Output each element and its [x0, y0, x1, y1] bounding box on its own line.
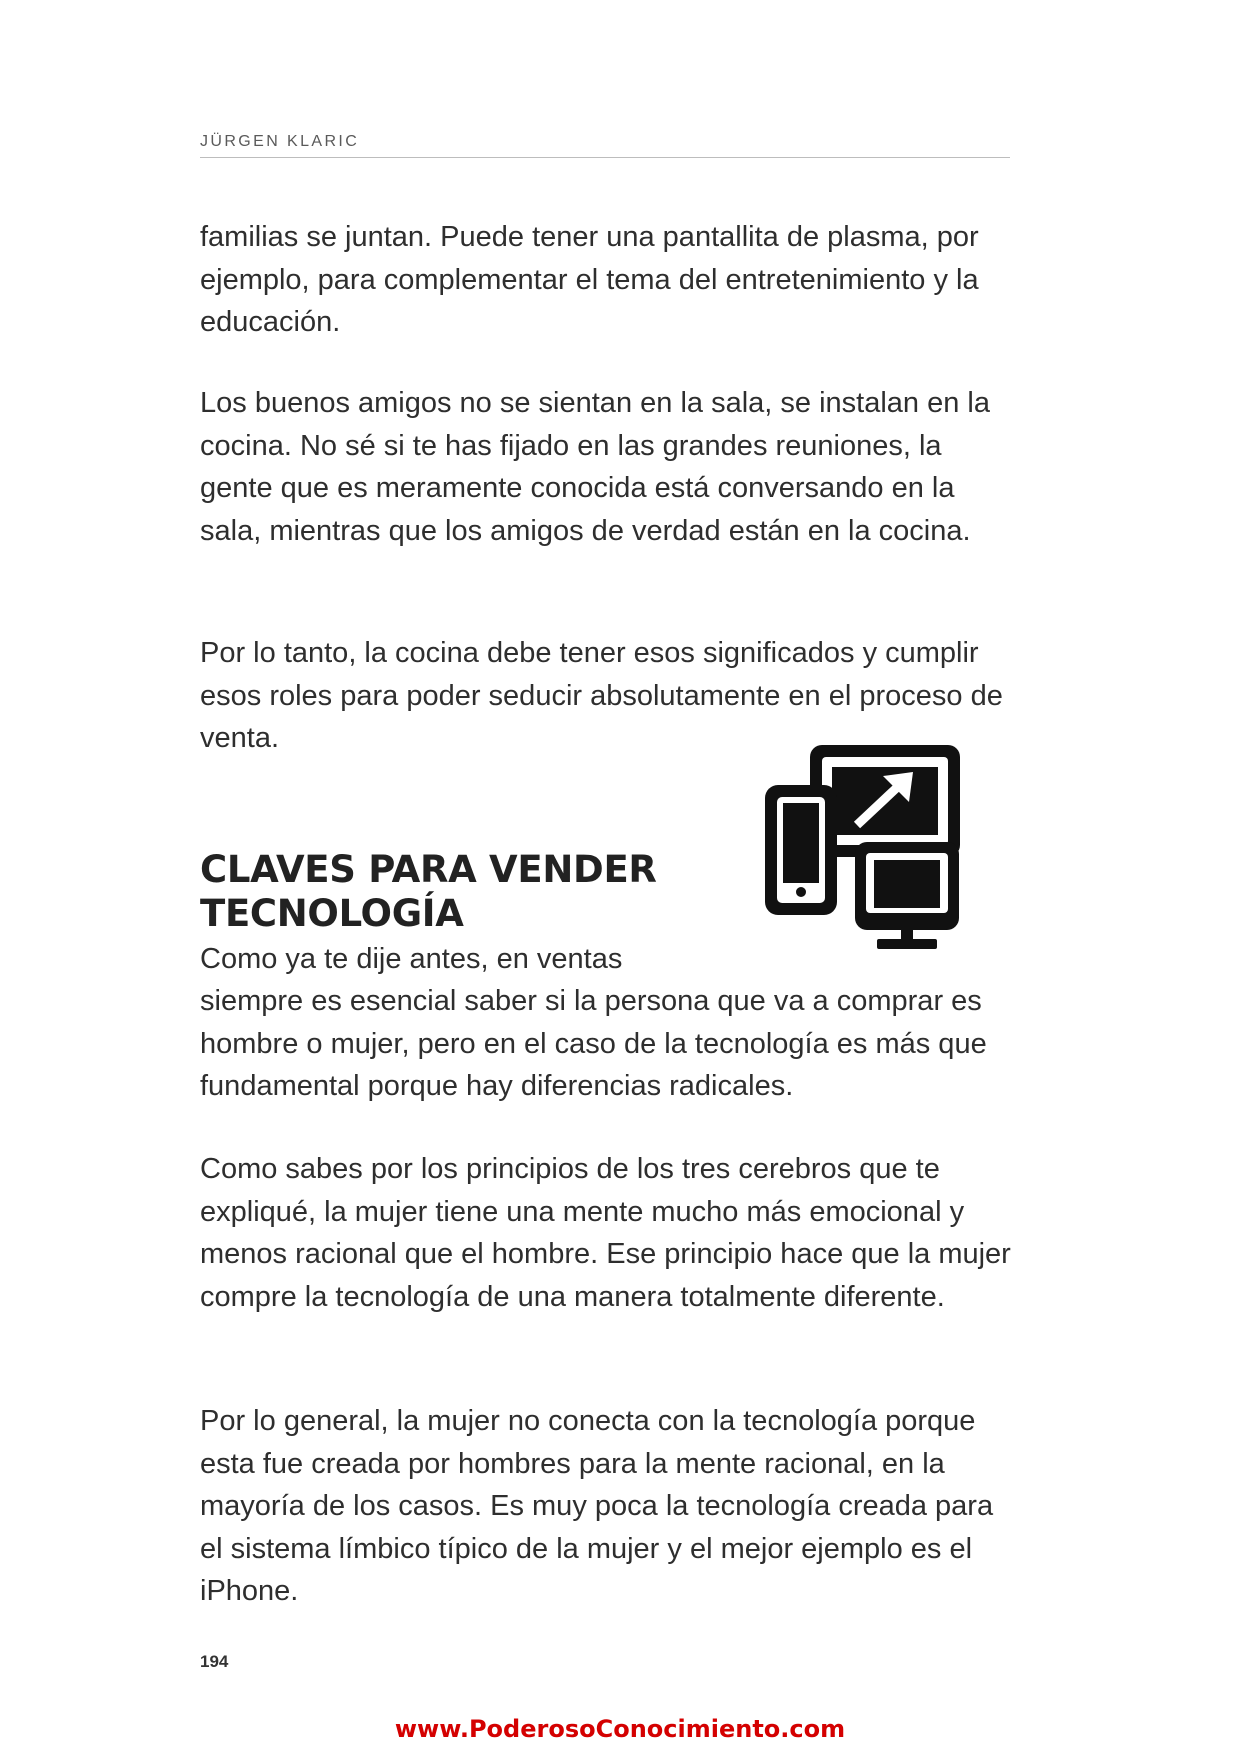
section-intro-rest: siempre es esencial saber si la persona que va a comprar es hombre o mujer, pero en el caso de la tecnología es más que fundamental porque hay diferencias radicales.: [200, 985, 987, 1102]
header-author: JÜRGEN KLARIC: [200, 133, 360, 150]
section-paragraph-1: Como sabes por los principios de los tres cerebros que te expliqué, la mujer tiene una mente mucho más emocional y menos racional que el hombre. Ese principio hace que la mujer compre la tecnología de una manera totalmente diferente.: [200, 1153, 1011, 1313]
page-number: 194: [200, 1652, 229, 1671]
running-header: [200, 133, 1010, 158]
devices-screen-share-icon: [765, 740, 965, 955]
paragraph-1: familias se juntan. Puede tener una pantallita de plasma, por ejemplo, para complementar el tema del entretenimiento y la educación.: [200, 221, 979, 338]
paragraph-3: Por lo tanto, la cocina debe tener esos significados y cumplir esos roles para poder seducir absolutamente en el proceso de venta.: [200, 637, 1003, 754]
section-title-line-1: CLAVES PARA VENDER: [200, 848, 657, 891]
section-intro-line: Como ya te dije antes, en ventas: [200, 943, 623, 975]
section-title-line-2: TECNOLOGÍA: [200, 892, 464, 935]
section-title: [200, 848, 657, 936]
paragraph-2: Los buenos amigos no se sientan en la sala, se instalan en la cocina. No sé si te has fijado en las grandes reuniones, la gente que es meramente conocida está conversando en la sala, mientras que los amigos de verdad están en la cocina.: [200, 387, 990, 547]
watermark-link[interactable]: www.PoderosoConocimiento.com: [394, 1715, 846, 1743]
section-paragraph-2: Por lo general, la mujer no conecta con la tecnología porque esta fue creada por hombres para la mente racional, en la mayoría de los casos. Es muy poca la tecnología creada para el sistema límbico típico de la mujer y el mejor ejemplo es el iPhone.: [200, 1405, 994, 1607]
